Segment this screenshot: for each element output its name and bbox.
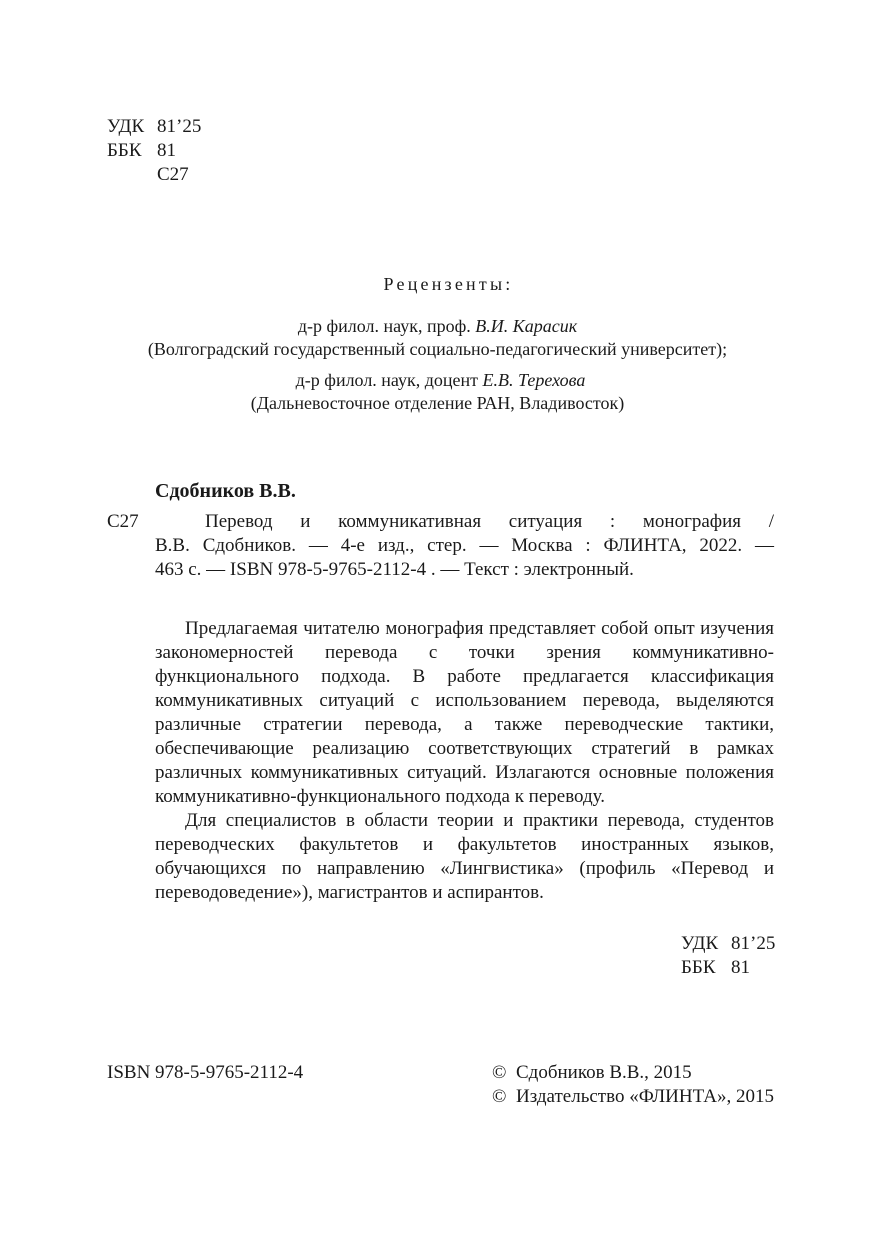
bbk-code-bottom xyxy=(681,956,750,980)
copyright-author-text: Сдобников В.В., 2015 xyxy=(516,1062,692,1083)
reviewers-heading: Рецензенты: xyxy=(383,274,514,294)
udk-code-bottom xyxy=(681,932,775,956)
bbk-value: 81 xyxy=(731,957,750,978)
copyright-publisher xyxy=(492,1085,774,1109)
author-code-left: С27 xyxy=(107,511,139,532)
bbk-value: 81 xyxy=(157,140,176,161)
reviewer-1 xyxy=(0,315,875,338)
reviewer-1-affiliation: (Волгоградский государственный социально-педагогический университет); xyxy=(147,339,728,359)
reviewer-1-name: В.И. Карасик xyxy=(475,316,578,336)
copyright-icon: © xyxy=(492,1062,507,1083)
reviewer-2 xyxy=(6,369,875,392)
udk-code-top xyxy=(107,115,201,139)
udk-value: 81’25 xyxy=(157,116,202,137)
copyright-author xyxy=(492,1061,692,1085)
bbk-code-top xyxy=(107,139,176,163)
udk-label: УДК xyxy=(681,933,719,954)
author-code-top: С27 xyxy=(157,164,189,185)
isbn: ISBN 978-5-9765-2112-4 xyxy=(107,1062,304,1083)
reviewer-2-name: Е.В. Терехова xyxy=(482,370,586,390)
copyright-publisher-text: Издательство «ФЛИНТА», 2015 xyxy=(516,1086,774,1107)
bib-line-1: Перевод и коммуникативная ситуация : монография / xyxy=(205,511,774,532)
bib-line-3: 463 с. — ISBN 978-5-9765-2112-4 . — Текст : электронный. xyxy=(155,559,634,580)
author-heading: Сдобников В.В. xyxy=(155,480,296,502)
reviewer-2-affiliation: (Дальневосточное отделение РАН, Владивосток) xyxy=(250,393,625,413)
reviewer-1-title: д-р филол. наук, проф. xyxy=(297,316,476,336)
abstract xyxy=(155,617,774,905)
udk-label: УДК xyxy=(107,116,145,137)
reviewer-2-title: д-р филол. наук, доцент xyxy=(295,370,483,390)
udk-value: 81’25 xyxy=(731,933,776,954)
bib-line-2: В.В. Сдобников. — 4-е изд., стер. — Москва : ФЛИНТА, 2022. — xyxy=(155,535,774,556)
abstract-paragraph-1: Предлагаемая читателю монография представляет собой опыт изучения закономерностей перевода с точки зрения коммуникативно-функционального подхода. В работе предлагается классификация коммуникативных ситуаций с использованием перевода, выделяются различные стратегии перевода, а также переводческие тактики, обеспечивающие реализацию соответствующих стратегий в рамках различных коммуникативных ситуаций. Излагаются основные положения коммуникативно-функционального подхода к переводу. xyxy=(155,618,774,807)
bbk-label: ББК xyxy=(107,140,142,161)
reviewers-block xyxy=(0,273,875,415)
bbk-label: ББК xyxy=(681,957,716,978)
bibliographic-description xyxy=(155,510,774,582)
copyright-icon: © xyxy=(492,1086,507,1107)
abstract-paragraph-2: Для специалистов в области теории и практики перевода, студентов переводческих факультетов и факультетов иностранных языков, обучающихся по направлению «Лингвистика» (профиль «Перевод и переводоведение»), магистрантов и аспирантов. xyxy=(155,810,774,903)
